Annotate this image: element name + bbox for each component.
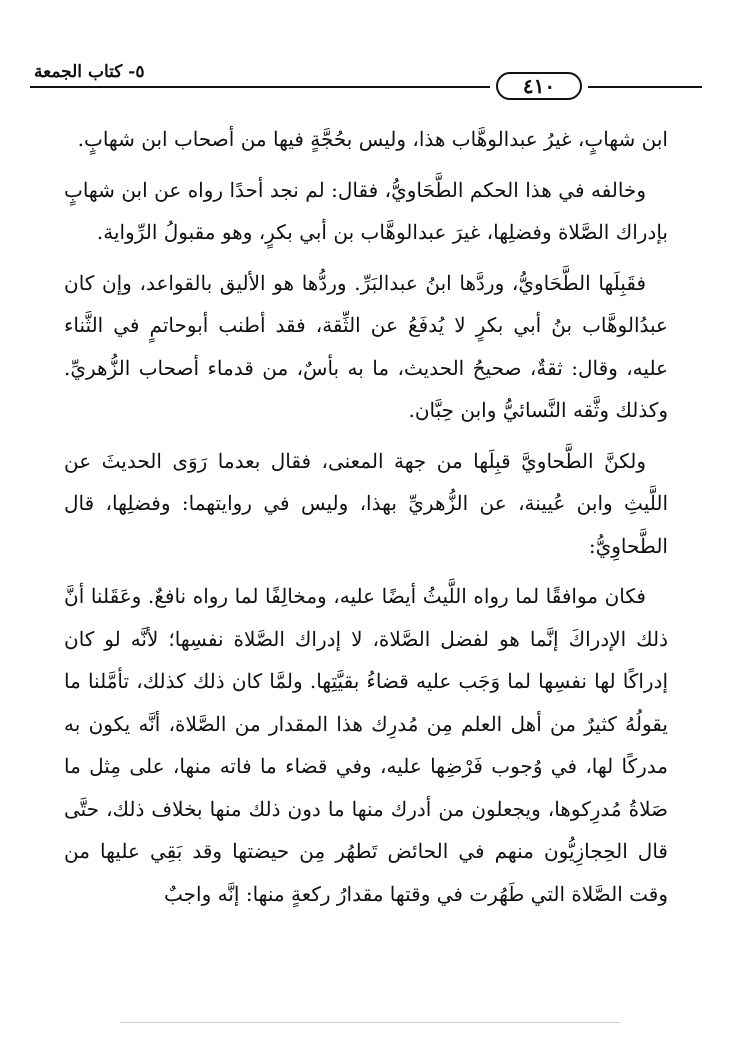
paragraph-3: فقَبِلَها الطَّحَاويُّ، وردَّها ابنُ عبدالبَرِّ. وردُّها هو الأليق بالقواعد، وإن كان عبدُالوهَّاب بنُ أبي بكرٍ لا يُدفَعُ عن الثِّقة، فقد أطنب أبوحاتمٍ في الثَّناء عليه، وقال: ثقةٌ، صحيحُ الحديث، ما به بأسٌ، من قدماء أصحاب الزُّهريِّ. وكذلك وثَّقه النَّسائيُّ وابن حِبَّان. <box>64 270 668 422</box>
paragraph-1: ابن شهابٍ، غيرُ عبدالوهَّاب هذا، وليس بحُجَّةٍ فيها من أصحاب ابن شهابٍ. <box>77 127 668 151</box>
page-number-frame <box>496 72 582 100</box>
page-body <box>64 118 668 923</box>
paragraph-4: ولكنَّ الطَّحاويَّ قبِلَها من جهة المعنى، فقال بعدما رَوَى الحديثَ عن اللَّيثِ وابن عُيينة، عن الزُّهريِّ بهذا، وليس في روايتهما: وفضلِها، قال الطَّحاوِيُّ: <box>64 448 668 558</box>
page-number: ٤١٠ <box>522 74 556 98</box>
paragraph-2: وخالفه في هذا الحكم الطَّحَاويُّ، فقال: لم نجد أحدًا رواه عن ابن شهابٍ بإدراك الصَّلاة وفضلِها، غيرَ عبدالوهَّاب بن أبي بكرٍ، وهو مقبولُ الرِّواية. <box>64 177 668 244</box>
chapter-title: ٥- كتاب الجمعة <box>34 62 145 82</box>
paragraph-5: فكان موافقًا لما رواه اللَّيثُ أيضًا عليه، ومخالِفًا لما رواه نافعٌ. وعَقَلنا أنَّ ذلك الإدراكَ إنَّما هو لفضل الصَّلاة، لا إدراك الصَّلاة نفسِها؛ لأنَّه لو كان إدراكًا لها نفسِها لما وَجَب عليه قضاءُ بقيَّتِها. ولمَّا كان ذلك كذلك، تأمَّلنا ما يقولُهُ كثيرٌ من أهل العلم مِن مُدرِك هذا المقدار من الصَّلاة، أنَّه يكون به مدركًا لها، في وُجوب فَرْضِها عليه، وفي قضاء ما فاته منها، على مِثل ما صَلاةُ مُدرِكوها، ويجعلون من أدرك منها ما دون ذلك منها بخلاف ذلك، حتَّى قال الحِجازِيُّون منهم في الحائض تَطهُر مِن حيضتها وقد بَقِي عليها من وقت الصَّلاة التي طَهُرت في وقتها مقدارُ ركعةٍ منها: إنَّه واجبٌ <box>64 584 668 906</box>
footer-rule <box>120 1022 620 1023</box>
header-rule <box>30 86 702 88</box>
